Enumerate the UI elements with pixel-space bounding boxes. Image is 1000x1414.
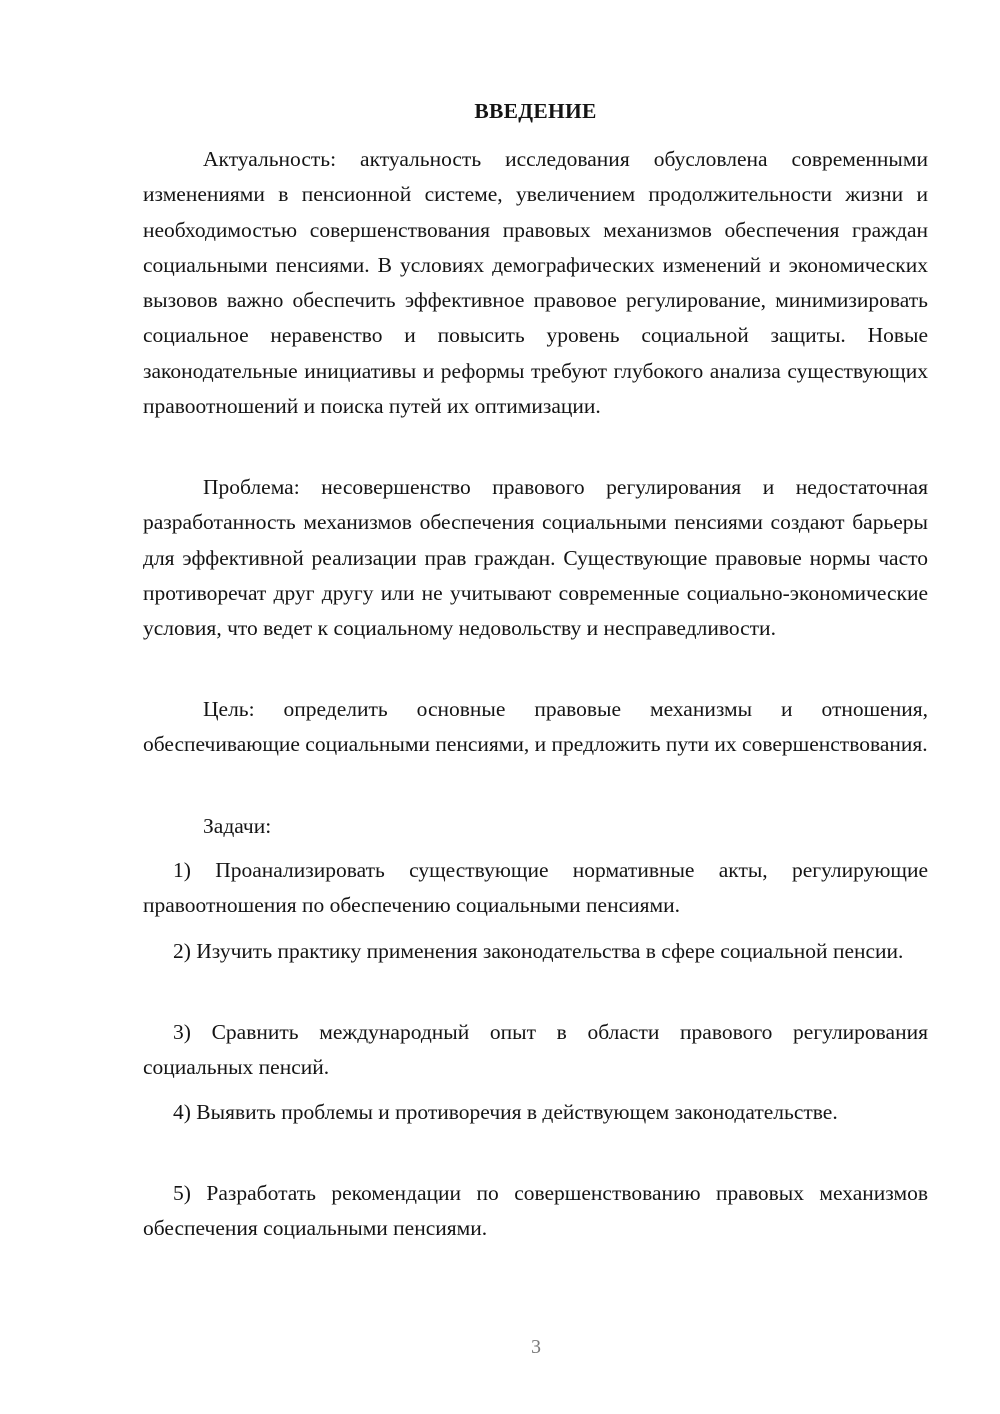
goal-paragraph: Цель: определить основные правовые механизмы и отношения, обеспечивающие социальными пенсиями, и предложить пути их совершенствования.	[143, 697, 928, 757]
problem-paragraph: Проблема: несовершенство правового регулирования и недостаточная разработанность механизмов обеспечения социальными пенсиями создают барьеры для эффективной реализации прав граждан. Существующие правовые нормы часто противоречат друг другу или не учитывают современные социально-экономические условия, что ведет к социальному недовольству и несправедливости.	[143, 475, 928, 641]
page-number: 3	[531, 1336, 541, 1358]
task-item: 5) Разработать рекомендации по совершенствованию правовых механизмов обеспечения социальными пенсиями.	[143, 1181, 928, 1241]
task-item: 2) Изучить практику применения законодательства в сфере социальной пенсии.	[173, 939, 904, 963]
relevance-paragraph: Актуальность: актуальность исследования обусловлена современными изменениями в пенсионной системе, увеличением продолжительности жизни и необходимостью совершенствования правовых механизмов обеспечения граждан социальными пенсиями. В условиях демографических изменений и экономических вызовов важно обеспечить эффективное правовое регулирование, минимизировать социальное неравенство и повысить уровень социальной защиты. Новые законодательные инициативы и реформы требуют глубокого анализа существующих правоотношений и поиска путей их оптимизации.	[143, 147, 928, 419]
page-title: ВВЕДЕНИЕ	[474, 99, 597, 123]
task-item: 1) Проанализировать существующие нормативные акты, регулирующие правоотношения по обеспечению социальными пенсиями.	[143, 858, 928, 918]
task-item: 4) Выявить проблемы и противоречия в действующем законодательстве.	[173, 1100, 838, 1124]
task-item: 3) Сравнить международный опыт в области правового регулирования социальных пенсий.	[143, 1020, 928, 1080]
tasks-heading: Задачи:	[203, 814, 272, 838]
